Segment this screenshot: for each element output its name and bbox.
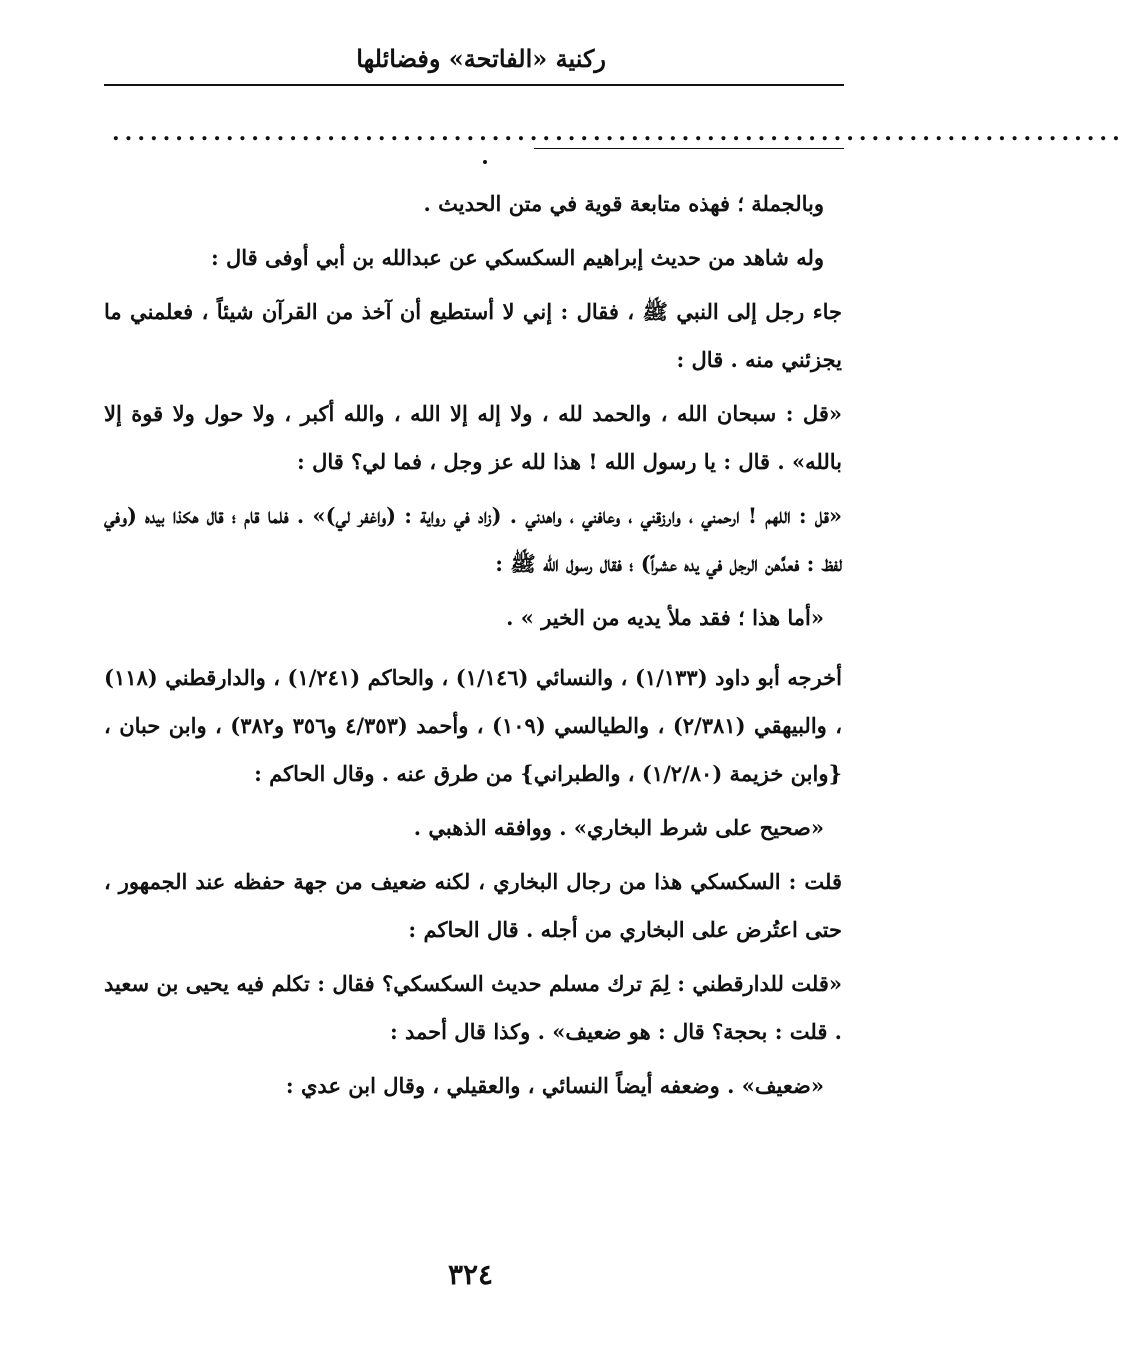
dotted-line: ................................................................................ bbox=[112, 120, 1125, 146]
page-number: ٣٢٤ bbox=[447, 1258, 494, 1291]
running-title: ركنية «الفاتحة» وفضائلها bbox=[356, 44, 606, 73]
ink-mark bbox=[483, 160, 487, 164]
paragraph-daif: «ضعيف» . وضعفه أيضاً النسائي ، والعقيلي ، وقال ابن عدي : bbox=[285, 1073, 824, 1098]
paragraph-hakim-verdict: «صحيح على شرط البخاري» . ووافقه الذهبي . bbox=[413, 815, 824, 840]
paragraph-quote-dua: «قل : اللهم ! ارحمني ، وارزقني ، وعافني ، واهدني . (زاد في رواية : (واغفر لي)» . فلما قام ؛ قال هكذا بيده (وفي لفظ : فعدَّهن الرجل في يده عشراً) ؛ فقال رسول الله ﷺ : bbox=[104, 503, 842, 576]
paragraph-quote-khayr: «أما هذا ؛ فقد ملأ يديه من الخير » . bbox=[506, 605, 824, 630]
paragraph-quote-dhikr: «قل : سبحان الله ، والحمد لله ، ولا إله إلا الله ، والله أكبر ، ولا حول ولا قوة إلا بالله» . قال : يا رسول الله ! هذا لله عز وجل ، فما لي؟ قال : bbox=[104, 401, 842, 474]
footnote-separator bbox=[104, 120, 1125, 150]
paragraph-daraqutni: «قلت للدارقطني : لِمَ ترك مسلم حديث السكسكي؟ فقال : تكلم فيه يحيى بن سعيد . قلت : بحجة؟ قال : هو ضعيف» . وكذا قال أحمد : bbox=[104, 971, 842, 1044]
paragraph-hadith-intro: جاء رجل إلى النبي ﷺ ، فقال : إني لا أستطيع أن آخذ من القرآن شيئاً ، فعلمني ما يجزئني منه . قال : bbox=[104, 299, 842, 372]
main-text bbox=[104, 180, 842, 1116]
paragraph-conclusion: وبالجملة ؛ فهذه متابعة قوية في متن الحديث . bbox=[423, 191, 824, 216]
page-header bbox=[104, 40, 844, 86]
paragraph-takhrij: أخرجه أبو داود (١/١٣٣) ، والنسائي (١/١٤٦) ، والحاكم (١/٢٤١) ، والدارقطني (١١٨) ، والبيهقي (٢/٣٨١) ، والطيالسي (١٠٩) ، وأحمد (٤/٣٥٣ و٣٥٦ و٣٨٢) ، وابن حبان ، {وابن خزيمة (١/٢/٨٠) ، والطبراني} من طرق عنه . وقال الحاكم : bbox=[104, 665, 843, 786]
separator-rule bbox=[534, 148, 844, 149]
paragraph-shahid: وله شاهد من حديث إبراهيم السكسكي عن عبدالله بن أبي أوفى قال : bbox=[210, 245, 824, 270]
paragraph-comment: قلت : السكسكي هذا من رجال البخاري ، لكنه ضعيف من جهة حفظه عند الجمهور ، حتى اعتُرض على البخاري من أجله . قال الحاكم : bbox=[104, 869, 842, 942]
